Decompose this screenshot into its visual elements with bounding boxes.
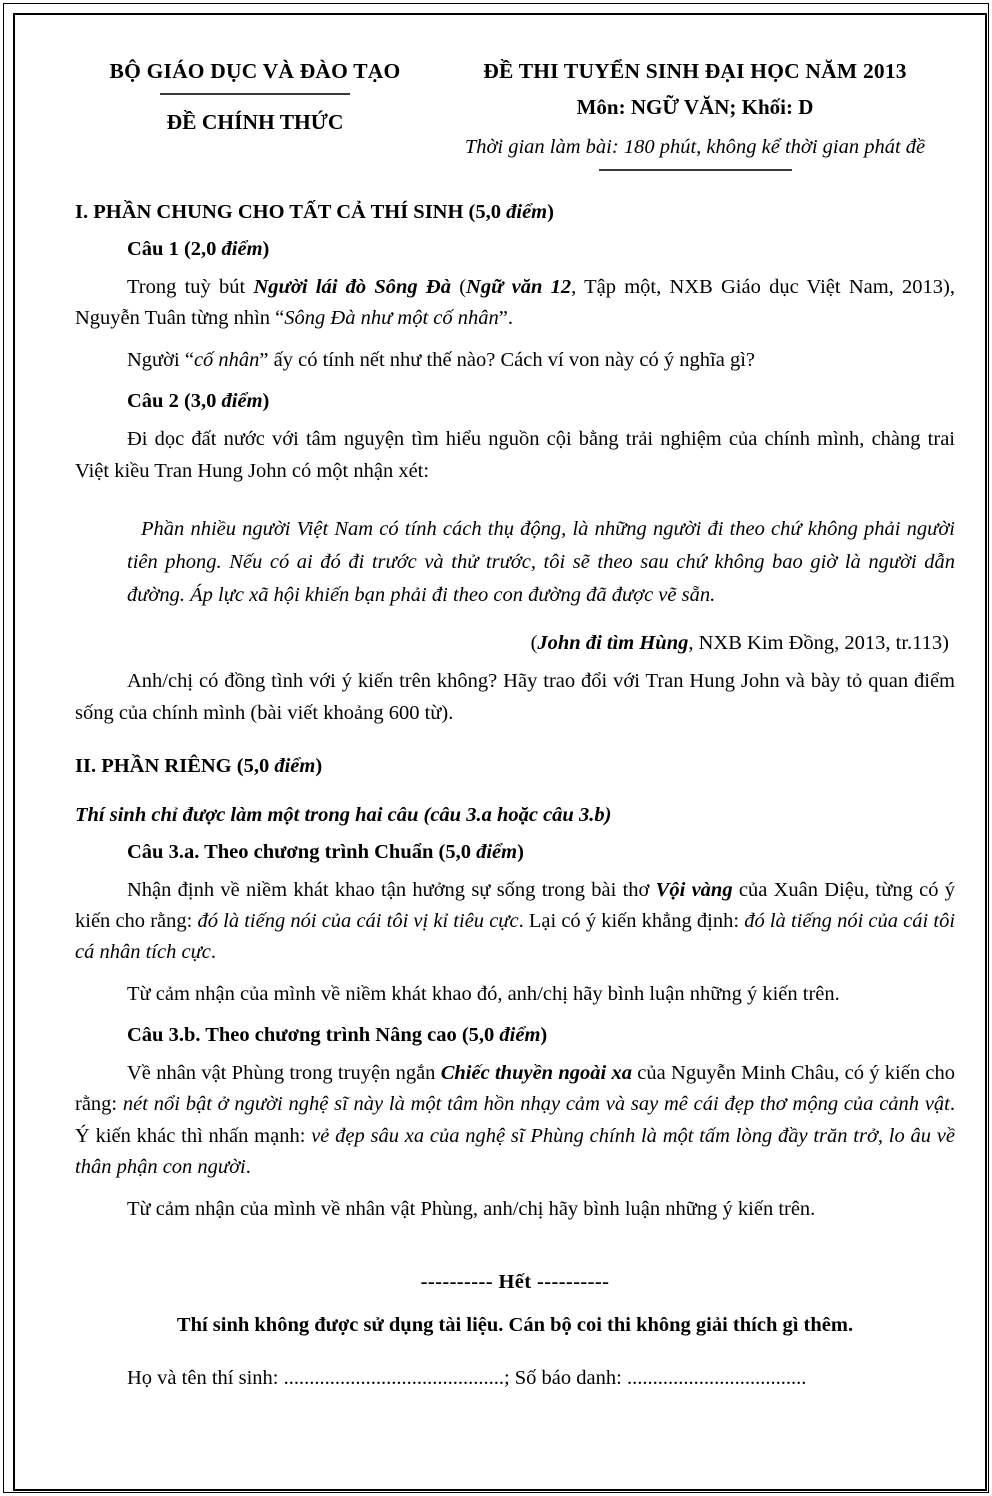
q1-work-title: Người lái đò Sông Đà — [253, 276, 451, 298]
header-left-block — [75, 47, 435, 135]
question-1-label-close: ) — [262, 238, 270, 260]
part-1-heading-close: ) — [547, 201, 554, 223]
question-2-quote-block: Phần nhiều người Việt Nam có tính cách thụ động, là những người đi theo chứ không phải người tiên phong. Nếu có ai đó đi trước và thử trước, tôi sẽ theo sau chứ không bao giờ là người dẫn đường. Áp lực xã hội khiến bạn phải đi theo con đường đã được vẽ sẵn. — [127, 517, 955, 607]
document-header — [75, 47, 955, 171]
question-1-paragraph-1 — [75, 272, 955, 334]
part-2-heading-close: ) — [315, 754, 323, 777]
question-3b-points: điểm — [499, 1024, 541, 1047]
page-inner-border — [13, 13, 987, 1491]
header-left-rule — [160, 93, 350, 95]
q3b-opinion-2: vẻ đẹp sâu xa của nghệ sĩ Phùng chính là một tấm lòng đầy trăn trở, lo âu về thân phận con người — [75, 1124, 956, 1178]
question-2-label-close: ) — [262, 390, 270, 413]
end-marker: ---------- Hết ---------- — [420, 1271, 610, 1294]
exam-notice: Thí sinh không được sử dụng tài liệu. Cán bộ coi thi không giải thích gì thêm. — [176, 1314, 854, 1337]
q3a-segment-a: Nhận định về niềm khát khao tận hưởng sự sống trong bài thơ — [127, 878, 656, 901]
part-2-instruction: Thí sinh chỉ được làm một trong hai câu (câu 3.a hoặc câu 3.b) — [75, 803, 612, 826]
question-3b-heading — [127, 1024, 955, 1047]
question-3a-heading — [127, 841, 955, 864]
part-1-points: điểm — [506, 201, 548, 223]
question-3a-points: điểm — [476, 840, 518, 863]
candidate-signature-line: Họ và tên thí sinh: ...........................................; Số báo danh: ................................... — [127, 1367, 807, 1390]
q3b-opinion-1: nét nổi bật ở người nghệ sĩ này là một tâm hồn nhạy cảm và say mê cái đẹp thơ mộng của cảnh vật — [122, 1093, 950, 1116]
q3a-poem-title: Vội vàng — [655, 878, 733, 901]
q3a-opinion-2: đó là tiếng nói của cái tôi cá nhân tích cực — [75, 909, 956, 964]
part-2-heading-text: II. PHẦN RIÊNG (5,0 — [75, 754, 275, 777]
part-2-points: điểm — [274, 754, 316, 777]
q3a-segment-c: . Lại có ý kiến khẳng định: — [518, 909, 745, 932]
question-2-points: điểm — [221, 390, 263, 413]
q1-p1-segment-c: , Tập một, NXB Giáo dục Việt Nam, 2013), Nguyễn Tuân từng nhìn “ — [75, 276, 955, 330]
source-open-paren: ( — [530, 632, 538, 655]
question-3a-task: Từ cảm nhận của mình về niềm khát khao đó, anh/chị hãy bình luận những ý kiến trên. — [127, 983, 840, 1006]
q3a-segment-d: . — [210, 941, 216, 964]
exam-subject: Môn: NGỮ VĂN; Khối: D — [576, 95, 814, 119]
question-2-heading — [127, 390, 955, 413]
q1-p2-segment-b: ” ấy có tính nết như thế nào? Cách ví von này có ý nghĩa gì? — [259, 349, 755, 372]
question-1-paragraph-2 — [75, 345, 955, 376]
q3b-story-title: Chiếc thuyền ngoài xa — [440, 1062, 632, 1085]
part-1-heading — [75, 201, 955, 224]
page-outer-border — [3, 3, 989, 1493]
question-3b-label-close: ) — [540, 1024, 548, 1047]
question-3a-label: Câu 3.a. Theo chương trình Chuẩn (5,0 — [127, 840, 477, 863]
exam-title: ĐỀ THI TUYỂN SINH ĐẠI HỌC NĂM 2013 — [483, 59, 907, 83]
question-1-label: Câu 1 (2,0 — [127, 238, 222, 260]
q1-p2-quote: cố nhân — [193, 349, 260, 372]
q3b-segment-b: của Nguyễn Minh Châu, có ý kiến cho rằng: — [75, 1062, 955, 1116]
q1-inline-quote: Sông Đà như một cố nhân — [284, 307, 499, 330]
q1-p2-segment-a: Người “ — [127, 349, 194, 372]
q3b-segment-c: . Ý kiến khác thì nhấn mạnh: — [75, 1093, 956, 1147]
question-1-points: điểm — [221, 238, 263, 260]
question-2-label: Câu 2 (3,0 — [127, 390, 222, 413]
header-right-rule — [599, 169, 792, 171]
q1-p1-segment-d: ”. — [498, 307, 513, 330]
q3a-segment-b: của Xuân Diệu, từng có ý kiến cho rằng: — [75, 878, 956, 932]
question-3b-label: Câu 3.b. Theo chương trình Nâng cao (5,0 — [127, 1024, 500, 1047]
q3a-opinion-1: đó là tiếng nói của cái tôi vị kỉ tiêu cực — [197, 909, 519, 932]
exam-duration: Thời gian làm bài: 180 phút, không kể thời gian phát đề — [464, 136, 926, 158]
q3b-segment-d: . — [245, 1155, 251, 1178]
question-2-intro: Đi dọc đất nước với tâm nguyện tìm hiểu nguồn cội bằng trải nghiệm của chính mình, chàng trai Việt kiều Tran Hung John có một nhận xét: — [75, 428, 955, 482]
header-right-block — [435, 47, 955, 171]
question-1-heading — [127, 238, 955, 261]
question-3b-paragraph — [75, 1058, 955, 1183]
ministry-name: BỘ GIÁO DỤC VÀ ĐÀO TẠO — [109, 59, 401, 83]
q1-textbook-title: Ngữ văn 12 — [466, 276, 572, 298]
part-1-heading-text: I. PHẦN CHUNG CHO TẤT CẢ THÍ SINH (5,0 — [75, 201, 507, 223]
question-3b-task: Từ cảm nhận của mình về nhân vật Phùng, anh/chị hãy bình luận những ý kiến trên. — [127, 1197, 816, 1220]
q1-p1-segment-a: Trong tuỳ bút — [127, 276, 254, 298]
q3b-segment-a: Về nhân vật Phùng trong truyện ngắn — [127, 1062, 441, 1085]
question-3a-paragraph — [75, 875, 955, 968]
question-2-task: Anh/chị có đồng tình với ý kiến trên không? Hãy trao đổi với Tran Hung John và bày tỏ quan điểm sống của chính mình (bài viết khoảng 600 từ). — [75, 670, 955, 724]
question-3a-label-close: ) — [517, 840, 524, 863]
part-2-heading — [75, 755, 955, 778]
source-book-title: John đi tìm Hùng — [537, 632, 689, 655]
question-2-source — [75, 632, 955, 655]
source-publisher: , NXB Kim Đồng, 2013, tr.113) — [688, 632, 949, 655]
official-exam-label: ĐỀ CHÍNH THỨC — [166, 110, 344, 134]
exam-document — [75, 47, 955, 1390]
q1-p1-segment-b: ( — [450, 276, 467, 298]
